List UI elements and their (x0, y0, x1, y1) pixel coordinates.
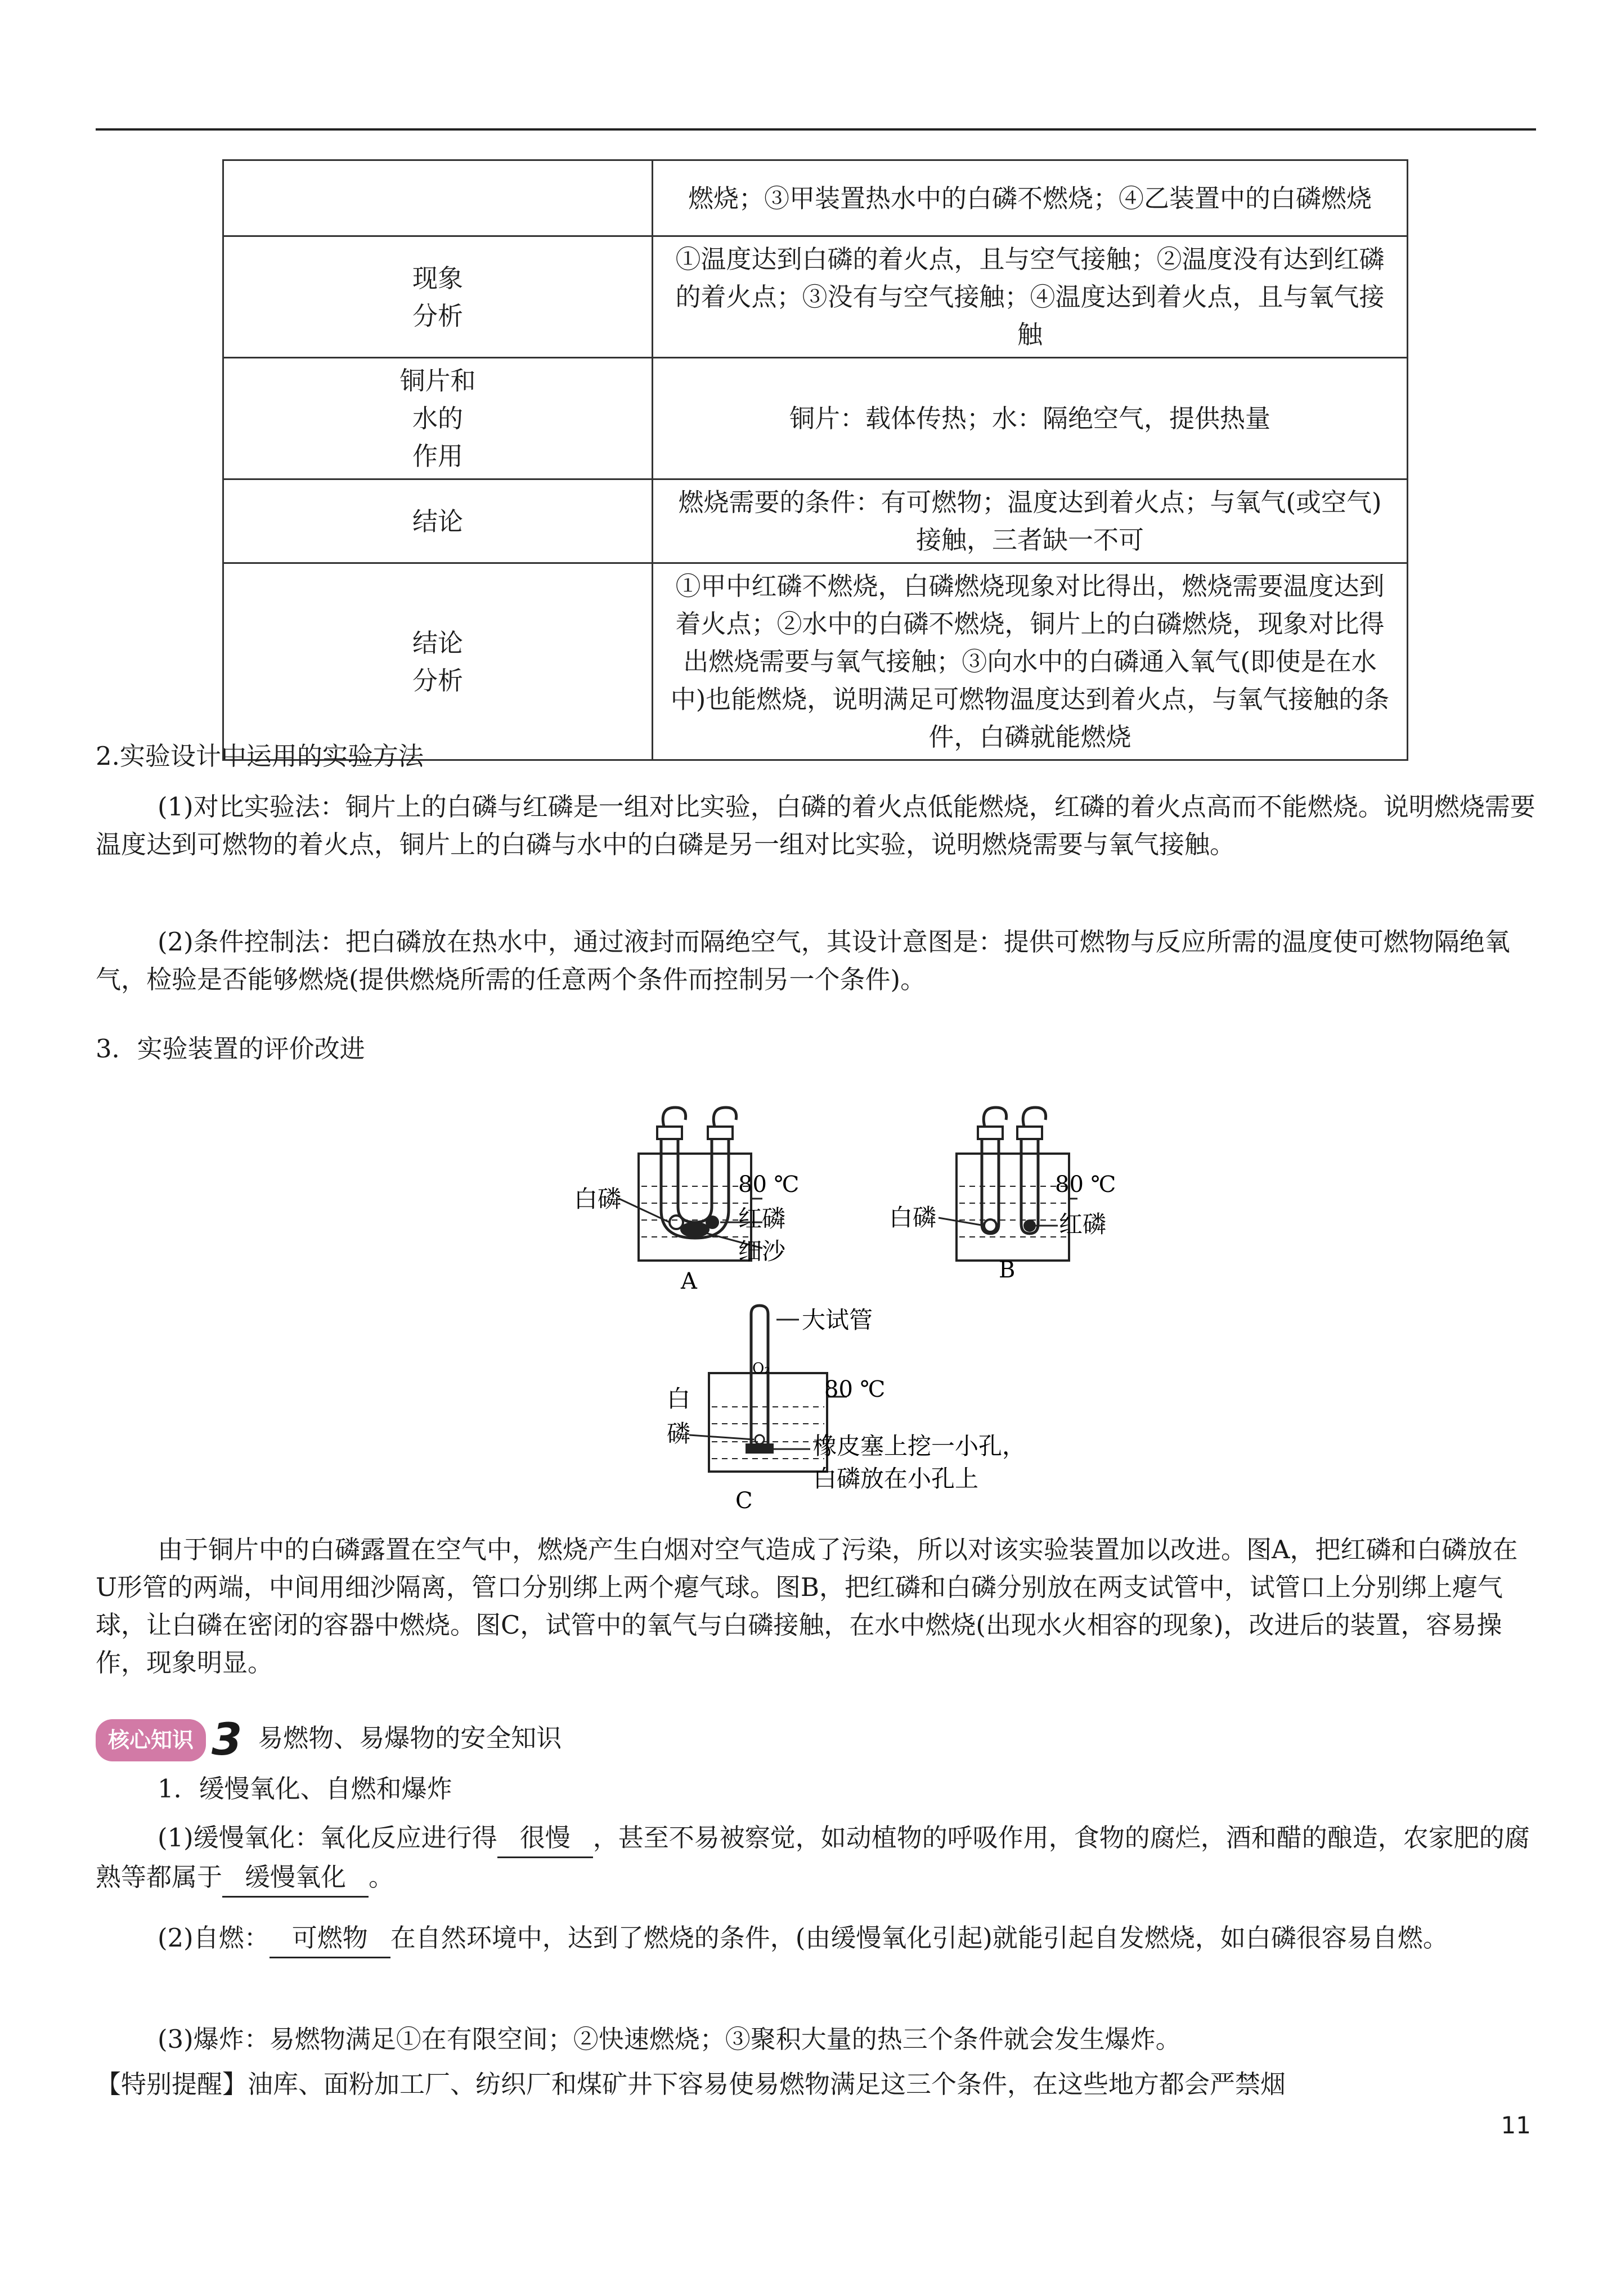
section2-para2: (2)条件控制法：把白磷放在热水中，通过液封而隔绝空气，其设计意图是：提供可燃物与反应所需的温度使可燃物隔绝氧气，检验是否能够燃烧(提供燃烧所需的任意两个条件而控制另一个条件)。 (96, 927, 1510, 994)
apparatus-figure-a (563, 1092, 821, 1294)
section2-para1: (1)对比实验法：铜片上的白磷与红磷是一组对比实验，白磷的着火点低能燃烧，红磷的着火点高而不能燃烧。说明燃烧需要温度达到可燃物的着火点，铜片上的白磷与水中的白磷是另一组对比实验，说明燃烧需要与氧气接触。 (96, 792, 1535, 859)
explosion-paragraph: (3)爆炸：易燃物满足①在有限空间；②快速燃烧；③聚积大量的热三个条件就会发生爆炸。 (158, 2024, 1181, 2054)
label-phosphorus: 磷 (667, 1420, 691, 1447)
label-red-phosphorus: 红磷 (1059, 1210, 1107, 1238)
fill-blank: 可燃物 (270, 1919, 390, 1958)
core-knowledge-heading (96, 1715, 1536, 1765)
table-row (223, 563, 1408, 760)
special-reminder: 【特别提醒】油库、面粉加工厂、纺织厂和煤矿井下容易使易燃物满足这三个条件，在这些地方都会严禁烟 (96, 2069, 1286, 2099)
test-tube (982, 1131, 999, 1234)
label-oxygen: O₂ (752, 1360, 770, 1377)
label-temperature: 80 ℃ (824, 1376, 886, 1402)
label-stopper-note: 橡皮塞上挖一小孔， (813, 1432, 1026, 1460)
label-temperature: 80 ℃ (1055, 1172, 1116, 1198)
figure-caption: A (681, 1268, 697, 1294)
label-red-phosphorus: 红磷 (738, 1205, 786, 1232)
label-white-phosphorus: 白磷 (574, 1185, 622, 1213)
section3-title: 3．实验装置的评价改进 (96, 1034, 365, 1064)
row-label: 铜片和 水的 作用 (223, 358, 653, 479)
core-number: 3 (212, 1715, 243, 1765)
table-row (223, 358, 1408, 479)
slow-oxidation-paragraph: (1)缓慢氧化：氧化反应进行得 很慢 ，甚至不易被察觉，如动植物的呼吸作用，食物的腐烂，酒和醋的酿造，农家肥的腐熟等都属于 缓慢氧化 。 (96, 1819, 1536, 1898)
row-content: ①温度达到白磷的着火点，且与空气接触；②温度没有达到红磷的着火点；③没有与空气接触；④温度达到着火点，且与氧气接触 (653, 236, 1408, 358)
apparatus-figure-c (655, 1294, 1083, 1519)
beaker (639, 1154, 751, 1261)
subheading-1: 1．缓慢氧化、自燃和爆炸 (158, 1774, 452, 1804)
row-label (223, 160, 653, 236)
fill-blank: 很慢 (497, 1819, 593, 1858)
row-content: ①甲中红磷不燃烧，白磷燃烧现象对比得出，燃烧需要温度达到着火点；②水中的白磷不燃烧，铜片上的白磷燃烧，现象对比得出燃烧需要与氧气接触；③向水中的白磷通入氧气(即使是在水中)也能燃烧，说明满足可燃物温度达到着火点，与氧气接触的条件，白磷就能燃烧 (653, 563, 1408, 760)
page-number: 11 (1501, 2111, 1531, 2139)
row-label: 现象 分析 (223, 236, 653, 358)
figure-caption: C (735, 1488, 753, 1514)
spontaneous-combustion-paragraph: (2)自燃： 可燃物 在自然环境中，达到了燃烧的条件，(由缓慢氧化引起)就能引起自发燃烧，如白磷很容易自燃。 (96, 1919, 1536, 1958)
header-rule (96, 128, 1536, 131)
label-white: 白 (667, 1385, 691, 1412)
section2-title: 2.实验设计中运用的实验方法 (96, 741, 424, 771)
rubber-stopper (746, 1443, 774, 1454)
row-content: 燃烧；③甲装置热水中的白磷不燃烧；④乙装置中的白磷燃烧 (653, 160, 1408, 236)
label-white-phosphorus: 白磷 (889, 1204, 937, 1231)
row-label: 结论 分析 (223, 563, 653, 760)
apparatus-figure-b (878, 1092, 1137, 1294)
row-content: 燃烧需要的条件：有可燃物；温度达到着火点；与氧气(或空气)接触，三者缺一不可 (653, 479, 1408, 563)
test-tube (1021, 1131, 1038, 1234)
improvement-paragraph: 由于铜片中的白磷露置在空气中，燃烧产生白烟对空气造成了污染，所以对该实验装置加以改进。图A，把红磷和白磷放在U形管的两端，中间用细沙隔离，管口分别绑上两个瘪气球。图B，把红磷和白磷分别放在两支试管中，试管口上分别绑上瘪气球，让白磷在密闭的容器中燃烧。图C，试管中的氧气与白磷接触，在水中燃烧(出现水火相容的现象)，改进后的装置，容易操作，现象明显。 (96, 1535, 1518, 1678)
beaker (957, 1154, 1069, 1261)
table-row (223, 236, 1408, 358)
row-content: 铜片：载体传热；水：隔绝空气，提供热量 (653, 358, 1408, 479)
label-large-test-tube: 大试管 (802, 1306, 873, 1334)
label-stopper-note: 白磷放在小孔上 (813, 1465, 979, 1492)
figure-caption: B (999, 1257, 1016, 1283)
balloon (663, 1107, 685, 1127)
balloon (984, 1107, 1006, 1127)
fill-blank: 缓慢氧化 (222, 1858, 369, 1898)
table-row (223, 160, 1408, 236)
core-title: 易燃物、易爆物的安全知识 (258, 1723, 562, 1753)
balloon (1023, 1107, 1045, 1127)
sand (680, 1222, 710, 1237)
core-knowledge-badge: 核心知识 (96, 1719, 206, 1761)
experiment-table (222, 159, 1408, 761)
label-temperature: 80 ℃ (738, 1172, 800, 1198)
balloon (713, 1107, 736, 1127)
label-sand: 细沙 (738, 1237, 786, 1265)
row-label: 结论 (223, 479, 653, 563)
table-row (223, 479, 1408, 563)
